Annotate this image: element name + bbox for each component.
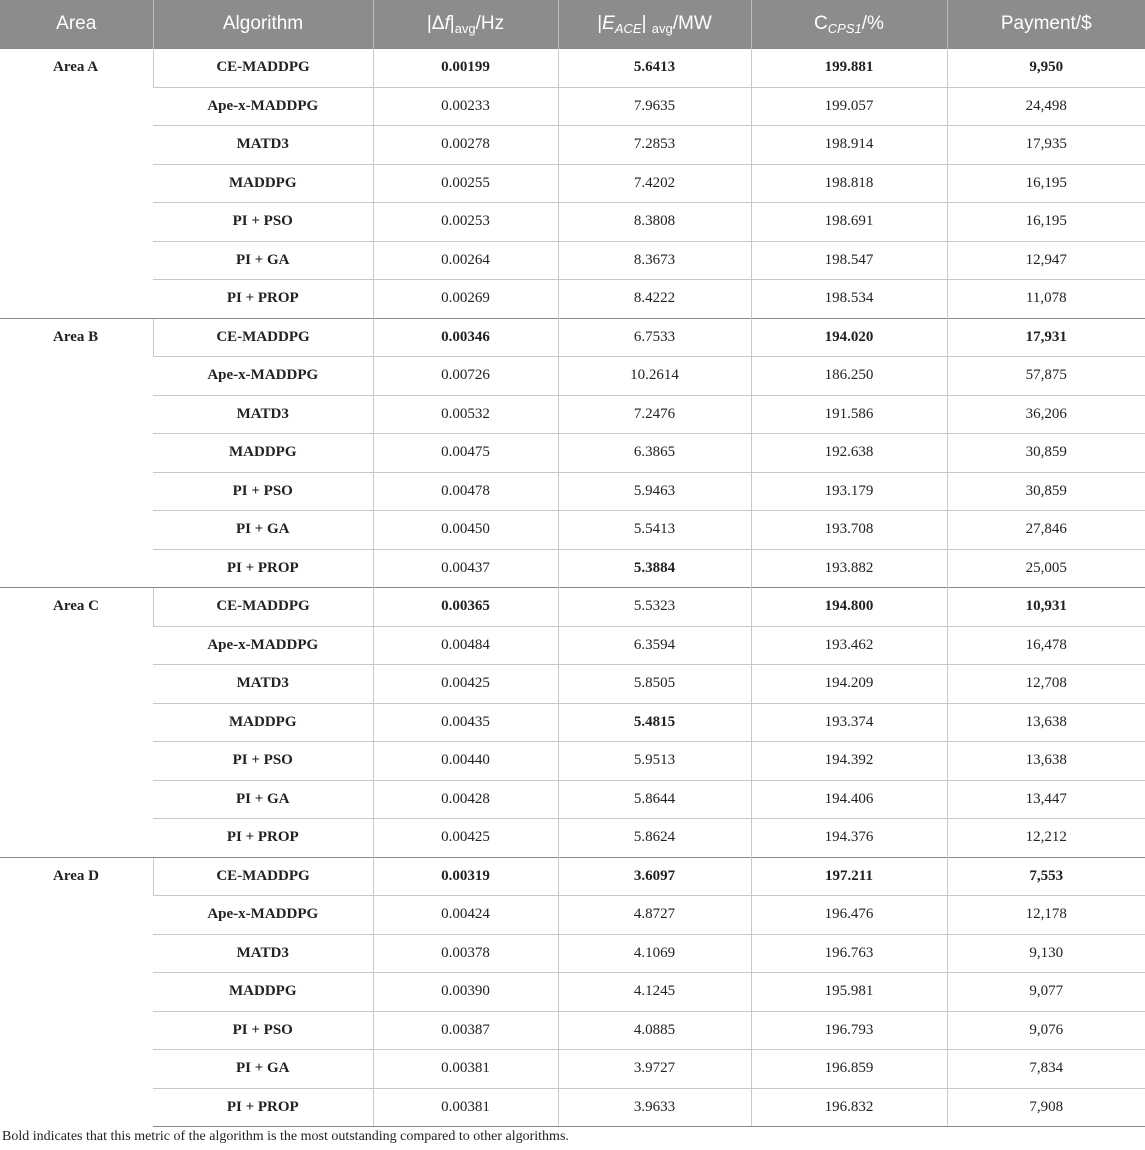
frequency-deviation-cell: 0.00387 [373,1011,558,1050]
cps1-cell: 197.211 [751,857,947,896]
table-row [0,357,1145,396]
cps1-cell: 196.793 [751,1011,947,1050]
cps1-cell: 196.476 [751,896,947,935]
frequency-deviation-cell: 0.00425 [373,819,558,858]
algorithm-cell: PI + PROP [153,549,373,588]
algorithm-cell: Ape-x-MADDPG [153,896,373,935]
cps1-cell: 193.882 [751,549,947,588]
frequency-deviation-cell: 0.00199 [373,49,558,88]
footnote: Bold indicates that this metric of the algorithm is the most outstanding compared to other algorithms. [2,1129,569,1144]
ace-cell: 6.3594 [558,626,751,665]
frequency-deviation-cell: 0.00269 [373,280,558,319]
header-ace-mid: | [641,12,652,34]
payment-cell: 12,708 [947,665,1145,704]
header-cps-sub-text: CPS1 [827,20,862,36]
table-row [0,588,1145,627]
cps1-cell: 198.534 [751,280,947,319]
algorithm-cell: CE-MADDPG [153,857,373,896]
algorithm-cell: CE-MADDPG [153,588,373,627]
payment-cell: 13,447 [947,780,1145,819]
table-body [0,49,1145,1127]
algorithm-cell: MADDPG [153,973,373,1012]
algorithm-cell: PI + GA [153,1050,373,1089]
header-cps-prefix: C [814,12,828,34]
table-row [0,511,1145,550]
ace-cell: 5.8505 [558,665,751,704]
table-row [0,49,1145,88]
table-row [0,241,1145,280]
frequency-deviation-cell: 0.00319 [373,857,558,896]
algorithm-cell: CE-MADDPG [153,318,373,357]
algorithm-cell: MADDPG [153,434,373,473]
ace-cell: 10.2614 [558,357,751,396]
cps1-cell: 194.800 [751,588,947,627]
header-df-var: f [444,12,450,34]
table-row [0,973,1145,1012]
table-row [0,819,1145,858]
payment-cell: 12,212 [947,819,1145,858]
payment-cell: 13,638 [947,703,1145,742]
algorithm-cell: PI + GA [153,780,373,819]
header-ace [558,0,751,49]
payment-cell: 27,846 [947,511,1145,550]
cps1-cell: 198.818 [751,164,947,203]
header-ace-varsub [615,21,642,36]
frequency-deviation-cell: 0.00233 [373,87,558,126]
ace-cell: 6.7533 [558,318,751,357]
cps1-cell: 199.881 [751,49,947,88]
frequency-deviation-cell: 0.00424 [373,896,558,935]
payment-cell: 7,553 [947,857,1145,896]
frequency-deviation-cell: 0.00255 [373,164,558,203]
table-row [0,934,1145,973]
payment-cell: 57,875 [947,357,1145,396]
frequency-deviation-cell: 0.00381 [373,1050,558,1089]
header-area: Area [0,0,153,49]
cps1-cell: 194.376 [751,819,947,858]
algorithm-cell: PI + PROP [153,819,373,858]
ace-cell: 7.2853 [558,126,751,165]
table-row [0,472,1145,511]
frequency-deviation-cell: 0.00435 [373,703,558,742]
header-ace-varsub-text: ACE [614,20,642,36]
table-row [0,742,1145,781]
cps1-cell: 193.179 [751,472,947,511]
ace-cell: 3.9633 [558,1088,751,1127]
table-row [0,857,1145,896]
frequency-deviation-cell: 0.00440 [373,742,558,781]
ace-cell: 6.3865 [558,434,751,473]
header-cps-unit: /% [861,12,884,34]
header-ace-unit: /MW [672,12,712,34]
payment-cell: 9,950 [947,49,1145,88]
algorithm-cell: CE-MADDPG [153,49,373,88]
cps1-cell: 193.708 [751,511,947,550]
table-row [0,395,1145,434]
header-ace-sub: avg [651,20,673,36]
ace-cell: 5.6413 [558,49,751,88]
ace-cell: 8.3808 [558,203,751,242]
table-row [0,434,1145,473]
header-payment: Payment/$ [947,0,1145,49]
ace-cell: 5.5323 [558,588,751,627]
payment-cell: 7,908 [947,1088,1145,1127]
cps1-cell: 194.020 [751,318,947,357]
algorithm-cell: MATD3 [153,934,373,973]
algorithm-cell: MATD3 [153,126,373,165]
ace-cell: 4.1245 [558,973,751,1012]
table-row [0,1011,1145,1050]
ace-cell: 8.4222 [558,280,751,319]
frequency-deviation-cell: 0.00532 [373,395,558,434]
frequency-deviation-cell: 0.00278 [373,126,558,165]
table-row [0,280,1145,319]
algorithm-cell: PI + PROP [153,1088,373,1127]
ace-cell: 7.4202 [558,164,751,203]
table-row [0,626,1145,665]
table-row [0,318,1145,357]
area-cell: Area C [0,588,153,858]
algorithm-cell: Ape-x-MADDPG [153,626,373,665]
payment-cell: 11,078 [947,280,1145,319]
ace-cell: 5.8644 [558,780,751,819]
frequency-deviation-cell: 0.00378 [373,934,558,973]
algorithm-cell: Ape-x-MADDPG [153,87,373,126]
cps1-cell: 194.392 [751,742,947,781]
algorithm-cell: PI + PSO [153,203,373,242]
cps1-cell: 198.547 [751,241,947,280]
table-row [0,203,1145,242]
algorithm-cell: MATD3 [153,395,373,434]
algorithm-cell: PI + PSO [153,472,373,511]
area-cell: Area A [0,49,153,319]
header-row [0,0,1145,49]
payment-cell: 12,947 [947,241,1145,280]
frequency-deviation-cell: 0.00381 [373,1088,558,1127]
payment-cell: 24,498 [947,87,1145,126]
payment-cell: 7,834 [947,1050,1145,1089]
cps1-cell: 193.462 [751,626,947,665]
frequency-deviation-cell: 0.00253 [373,203,558,242]
payment-cell: 12,178 [947,896,1145,935]
algorithm-cell: MATD3 [153,665,373,704]
ace-cell: 5.5413 [558,511,751,550]
cps1-cell: 196.832 [751,1088,947,1127]
frequency-deviation-cell: 0.00726 [373,357,558,396]
header-df-prefix: |Δ [426,12,445,34]
header-df-mid: | [449,12,455,34]
algorithm-cell: MADDPG [153,703,373,742]
cps1-cell: 192.638 [751,434,947,473]
table-row [0,87,1145,126]
payment-cell: 13,638 [947,742,1145,781]
table-row [0,780,1145,819]
frequency-deviation-cell: 0.00346 [373,318,558,357]
header-cps1 [751,0,947,49]
algorithm-cell: Ape-x-MADDPG [153,357,373,396]
table-row [0,703,1145,742]
frequency-deviation-cell: 0.00390 [373,973,558,1012]
payment-cell: 9,130 [947,934,1145,973]
header-cps-sub [828,21,862,36]
payment-cell: 16,195 [947,203,1145,242]
payment-cell: 16,478 [947,626,1145,665]
table-row [0,896,1145,935]
ace-cell: 4.8727 [558,896,751,935]
cps1-cell: 193.374 [751,703,947,742]
frequency-deviation-cell: 0.00428 [373,780,558,819]
ace-cell: 5.9513 [558,742,751,781]
cps1-cell: 194.209 [751,665,947,704]
cps1-cell: 196.859 [751,1050,947,1089]
cps1-cell: 196.763 [751,934,947,973]
payment-cell: 9,077 [947,973,1145,1012]
ace-cell: 3.6097 [558,857,751,896]
frequency-deviation-cell: 0.00450 [373,511,558,550]
ace-cell: 4.1069 [558,934,751,973]
algorithm-cell: PI + GA [153,241,373,280]
ace-cell: 8.3673 [558,241,751,280]
frequency-deviation-cell: 0.00365 [373,588,558,627]
table-header [0,0,1145,49]
ace-cell: 5.8624 [558,819,751,858]
algorithm-cell: MADDPG [153,164,373,203]
table-row [0,164,1145,203]
frequency-deviation-cell: 0.00264 [373,241,558,280]
cps1-cell: 198.691 [751,203,947,242]
ace-cell: 4.0885 [558,1011,751,1050]
ace-cell: 7.2476 [558,395,751,434]
algorithm-cell: PI + PSO [153,1011,373,1050]
cps1-cell: 194.406 [751,780,947,819]
payment-cell: 30,859 [947,434,1145,473]
header-frequency-deviation [373,0,558,49]
header-ace-var: E [602,12,615,34]
header-df-sub: avg [454,20,476,36]
header-algorithm: Algorithm [153,0,373,49]
algorithm-cell: PI + PROP [153,280,373,319]
frequency-deviation-cell: 0.00425 [373,665,558,704]
header-ace-prefix: | [597,12,603,34]
ace-cell: 5.3884 [558,549,751,588]
header-df-unit: /Hz [475,12,505,34]
payment-cell: 16,195 [947,164,1145,203]
cps1-cell: 191.586 [751,395,947,434]
table-row [0,126,1145,165]
payment-cell: 30,859 [947,472,1145,511]
table-row [0,1050,1145,1089]
ace-cell: 7.9635 [558,87,751,126]
ace-cell: 5.9463 [558,472,751,511]
cps1-cell: 186.250 [751,357,947,396]
payment-cell: 10,931 [947,588,1145,627]
payment-cell: 36,206 [947,395,1145,434]
payment-cell: 17,935 [947,126,1145,165]
frequency-deviation-cell: 0.00478 [373,472,558,511]
area-cell: Area B [0,318,153,588]
cps1-cell: 199.057 [751,87,947,126]
ace-cell: 5.4815 [558,703,751,742]
payment-cell: 17,931 [947,318,1145,357]
cps1-cell: 195.981 [751,973,947,1012]
algorithm-cell: PI + PSO [153,742,373,781]
payment-cell: 9,076 [947,1011,1145,1050]
payment-cell: 25,005 [947,549,1145,588]
frequency-deviation-cell: 0.00475 [373,434,558,473]
algorithm-cell: PI + GA [153,511,373,550]
table-row [0,1088,1145,1127]
frequency-deviation-cell: 0.00437 [373,549,558,588]
cps1-cell: 198.914 [751,126,947,165]
table-row [0,665,1145,704]
frequency-deviation-cell: 0.00484 [373,626,558,665]
table-row [0,549,1145,588]
area-cell: Area D [0,857,153,1127]
ace-cell: 3.9727 [558,1050,751,1089]
